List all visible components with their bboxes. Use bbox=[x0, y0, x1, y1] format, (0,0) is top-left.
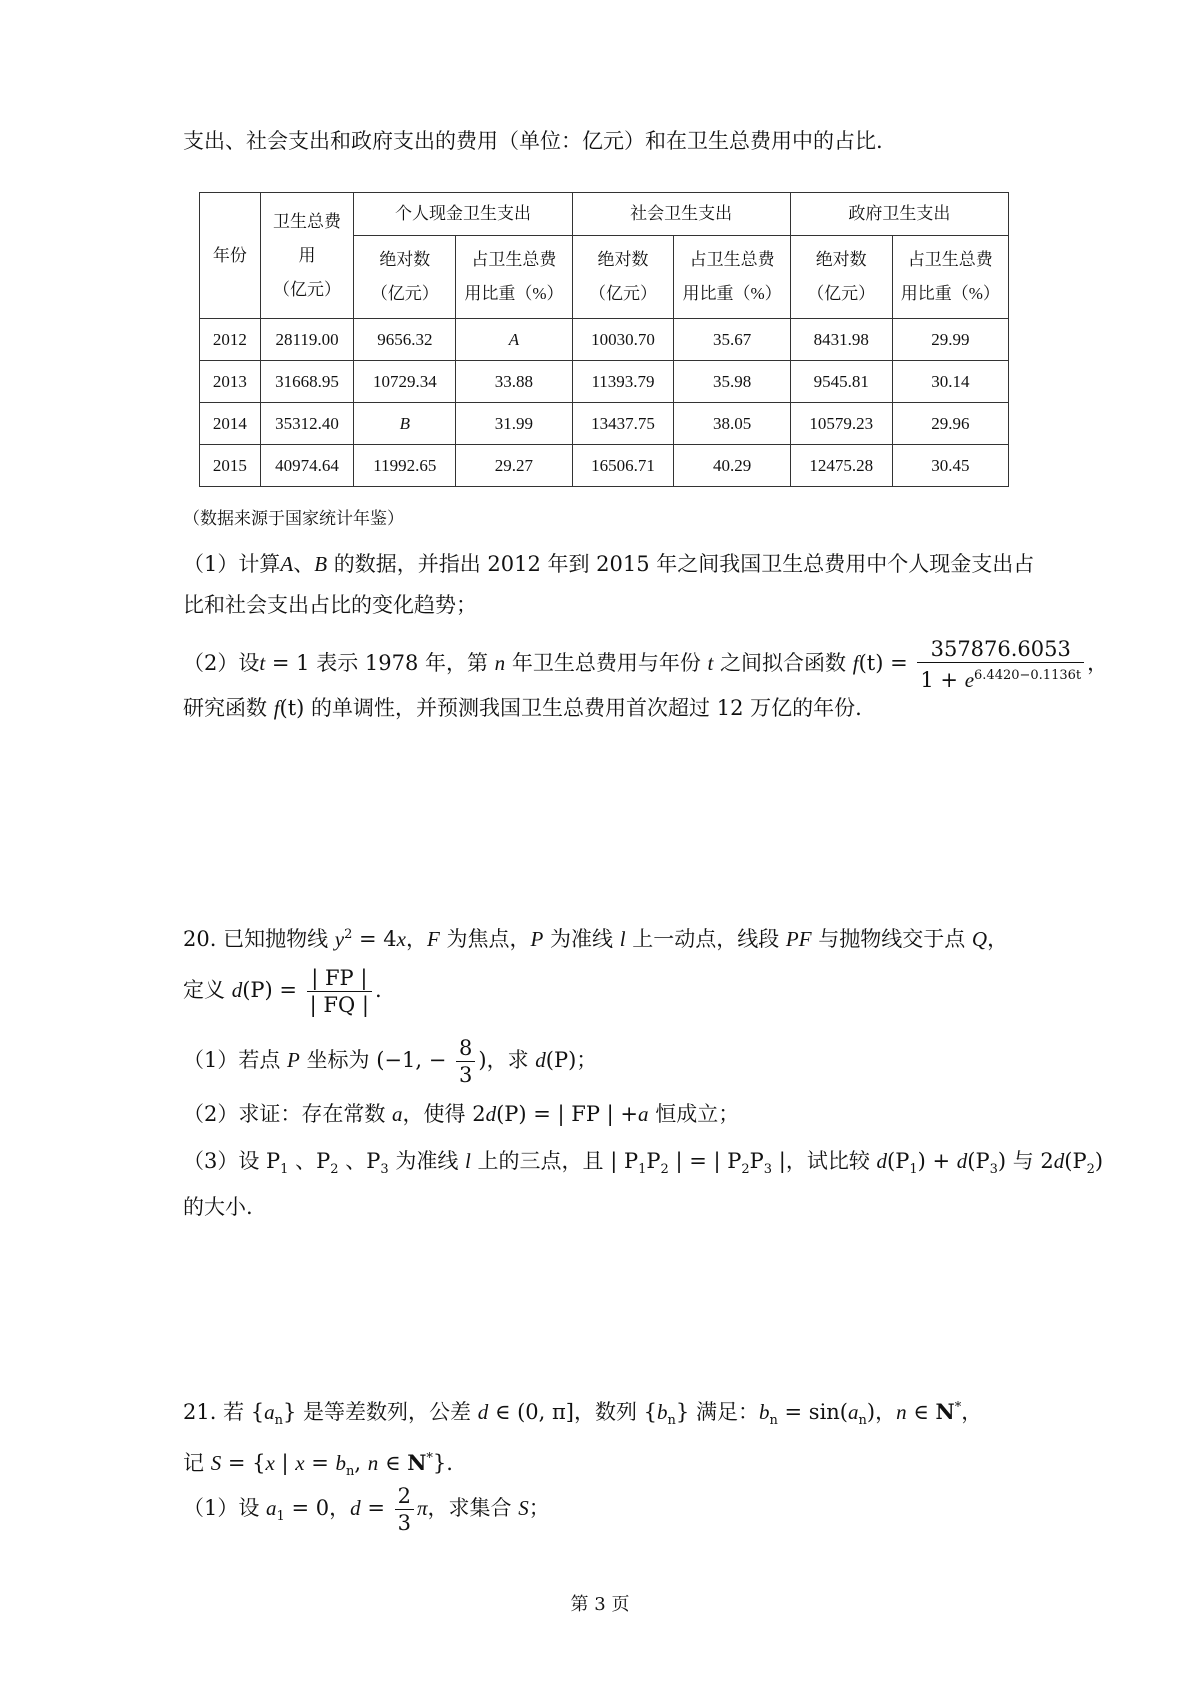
q20-part3-line2: 的大小. bbox=[183, 1195, 253, 1219]
text: 的单调性，并预测我国卫生总费用首次超过 12 万亿的年份. bbox=[304, 696, 862, 720]
func-d: d bbox=[876, 1149, 887, 1173]
text: 、P bbox=[288, 1149, 331, 1173]
var-b: b bbox=[335, 1451, 347, 1475]
share-unit: 用比重（%） bbox=[464, 284, 564, 303]
cell-personal-abs bbox=[354, 403, 456, 445]
header-gov-abs bbox=[790, 236, 892, 319]
share-label: 占卫生总费 bbox=[471, 250, 557, 269]
cell-total: 40974.64 bbox=[260, 445, 354, 487]
var-a: a bbox=[392, 1102, 403, 1126]
q19-part2-line2 bbox=[183, 693, 862, 723]
cell-personal-abs: 10729.34 bbox=[354, 361, 456, 403]
abs-label: 绝对数 bbox=[815, 250, 867, 269]
cell-social-share: 35.98 bbox=[674, 361, 790, 403]
superscript: * bbox=[426, 1451, 433, 1466]
text: }. bbox=[432, 1451, 453, 1475]
q19-part2-line1 bbox=[183, 635, 1108, 691]
text: ) + bbox=[917, 1149, 957, 1173]
page-number: 第 3 页 bbox=[570, 1594, 630, 1615]
header-social-share bbox=[674, 236, 790, 319]
header-total bbox=[260, 193, 354, 319]
cell-social-abs: 11393.79 bbox=[572, 361, 674, 403]
cell-personal-share: 31.99 bbox=[456, 403, 572, 445]
var-x: x bbox=[265, 1451, 275, 1475]
text: ) 与 2 bbox=[997, 1149, 1054, 1173]
text: ， bbox=[987, 927, 1009, 951]
var-A: A bbox=[280, 552, 294, 576]
text: = sin( bbox=[777, 1400, 849, 1424]
cell-total: 28119.00 bbox=[260, 319, 354, 361]
var-b: b bbox=[657, 1400, 668, 1424]
text: 年卫生总费用与年份 bbox=[505, 651, 708, 675]
text: 1 + bbox=[920, 668, 965, 692]
share-unit: 用比重（%） bbox=[682, 284, 782, 303]
var-a: a bbox=[848, 1400, 859, 1424]
header-total-line3: （亿元） bbox=[273, 279, 342, 299]
cell-gov-abs: 8431.98 bbox=[790, 319, 892, 361]
share-label: 占卫生总费 bbox=[689, 250, 775, 269]
var-n: n bbox=[494, 651, 506, 675]
header-gov-share bbox=[892, 236, 1008, 319]
subscript: 2 bbox=[741, 1162, 750, 1178]
subscript: n bbox=[858, 1413, 867, 1429]
cell-gov-abs: 9545.81 bbox=[790, 361, 892, 403]
cell-year: 2012 bbox=[200, 319, 261, 361]
text: , bbox=[354, 1451, 368, 1475]
text: ∈ (0, π]，数列 { bbox=[488, 1400, 658, 1424]
exponent: 6.4420−0.1136t bbox=[974, 668, 1082, 683]
cell-gov-abs: 12475.28 bbox=[790, 445, 892, 487]
func-d: d bbox=[485, 1102, 497, 1126]
var-e: e bbox=[964, 668, 975, 692]
text: 为准线 bbox=[543, 927, 620, 951]
cell-gov-share: 29.99 bbox=[892, 319, 1008, 361]
q19-part1-line2: 比和社会支出占比的变化趋势； bbox=[183, 593, 477, 617]
text: ， bbox=[406, 927, 427, 951]
fraction-numerator: 2 bbox=[395, 1483, 414, 1510]
text: } 是等差数列，公差 bbox=[282, 1400, 478, 1424]
text: 坐标为 (−1, − bbox=[299, 1048, 447, 1072]
fraction-denominator bbox=[917, 663, 1084, 693]
text: (P bbox=[1064, 1149, 1087, 1173]
subscript: 1 bbox=[909, 1162, 918, 1178]
subscript: 1 bbox=[276, 1509, 285, 1525]
text: 、P bbox=[338, 1149, 381, 1173]
share-unit: 用比重（%） bbox=[900, 284, 1000, 303]
cell-social-abs: 16506.71 bbox=[572, 445, 674, 487]
cell-total: 31668.95 bbox=[260, 361, 354, 403]
q21-stem bbox=[183, 1393, 982, 1436]
abs-unit: （亿元） bbox=[589, 284, 657, 303]
coordinate-fraction bbox=[456, 1035, 475, 1088]
subscript: 1 bbox=[280, 1162, 289, 1178]
text: ； bbox=[528, 1496, 550, 1520]
var-Q: Q bbox=[971, 927, 988, 951]
subscript: n bbox=[769, 1413, 778, 1429]
var-t: t bbox=[259, 651, 266, 675]
text: （1）若点 bbox=[183, 1048, 288, 1072]
var-B: B bbox=[314, 552, 328, 576]
text: = 0， bbox=[284, 1496, 351, 1520]
cell-year: 2013 bbox=[200, 361, 261, 403]
cell-year: 2014 bbox=[200, 403, 261, 445]
text: 记 bbox=[183, 1451, 211, 1475]
table-row bbox=[200, 319, 1009, 361]
exponent: 2 bbox=[344, 927, 353, 942]
abs-unit: （亿元） bbox=[807, 284, 876, 303]
subscript: 2 bbox=[660, 1162, 669, 1178]
share-label: 占卫生总费 bbox=[907, 250, 993, 269]
text: (P bbox=[967, 1149, 990, 1173]
text: 的数据，并指出 2012 年到 2015 年之间我国卫生总费用中个人现金支出占 bbox=[327, 552, 1035, 576]
text: = { bbox=[221, 1451, 266, 1475]
text: （3）设 P bbox=[183, 1149, 281, 1173]
text: 上的三点，且 | P bbox=[470, 1149, 639, 1173]
cell-social-abs: 13437.75 bbox=[572, 403, 674, 445]
text: 之间拟合函数 bbox=[713, 651, 853, 675]
text: 为准线 bbox=[388, 1149, 465, 1173]
text: P bbox=[749, 1149, 764, 1173]
var-l: l bbox=[465, 1149, 471, 1173]
var-d: d bbox=[477, 1400, 489, 1424]
func-f: f bbox=[273, 696, 280, 720]
naturals-symbol: N bbox=[407, 1450, 427, 1475]
table-row bbox=[200, 445, 1009, 487]
var-n: n bbox=[367, 1451, 379, 1475]
q20-part1 bbox=[183, 1032, 597, 1088]
q20-part3-line1 bbox=[183, 1146, 1103, 1185]
text: 为焦点， bbox=[439, 927, 531, 951]
var-n: n bbox=[896, 1400, 907, 1424]
text: ) bbox=[1094, 1149, 1104, 1173]
var-S: S bbox=[518, 1496, 529, 1520]
cell-social-share: 40.29 bbox=[674, 445, 790, 487]
table-header-row-1 bbox=[200, 193, 1009, 236]
text: P bbox=[646, 1149, 661, 1173]
header-year: 年份 bbox=[200, 193, 261, 319]
text: . bbox=[374, 978, 382, 1002]
cell-personal-abs: 11992.65 bbox=[354, 445, 456, 487]
q21-part1 bbox=[183, 1478, 550, 1538]
text: ， bbox=[1087, 651, 1109, 675]
text: = bbox=[360, 1496, 385, 1520]
q20-part2 bbox=[183, 1099, 739, 1129]
text: (P)； bbox=[545, 1048, 598, 1072]
var-b: b bbox=[758, 1400, 770, 1424]
cell-personal-abs: 9656.32 bbox=[354, 319, 456, 361]
superscript: * bbox=[954, 1400, 962, 1415]
text: 、 bbox=[293, 552, 315, 576]
fraction-numerator: 357876.6053 bbox=[917, 636, 1084, 663]
header-personal-share bbox=[456, 236, 572, 319]
cell-gov-abs: 10579.23 bbox=[790, 403, 892, 445]
text: （1）计算 bbox=[183, 552, 281, 576]
text: | = | P bbox=[668, 1149, 742, 1173]
cell-social-share: 35.67 bbox=[674, 319, 790, 361]
naturals-symbol: N bbox=[935, 1399, 955, 1424]
fit-function-fraction bbox=[917, 636, 1084, 693]
header-government: 政府卫生支出 bbox=[790, 193, 1008, 236]
text: 研究函数 bbox=[183, 696, 274, 720]
var-PF: PF bbox=[785, 927, 812, 951]
var-d: d bbox=[350, 1496, 361, 1520]
cell-personal-share: 33.88 bbox=[456, 361, 572, 403]
func-f: f bbox=[852, 651, 859, 675]
func-d: d bbox=[535, 1048, 546, 1072]
header-total-line1: 卫生总费 bbox=[273, 211, 342, 231]
text: 恒成立； bbox=[648, 1102, 740, 1126]
cell-social-share: 38.05 bbox=[674, 403, 790, 445]
header-personal: 个人现金卫生支出 bbox=[354, 193, 572, 236]
text: 20. 已知抛物线 bbox=[183, 927, 335, 951]
abs-label: 绝对数 bbox=[597, 250, 649, 269]
fraction-numerator: | FP | bbox=[307, 965, 372, 992]
cell-personal-share bbox=[456, 319, 572, 361]
var-y: y bbox=[334, 927, 345, 951]
var-x: x bbox=[295, 1451, 305, 1475]
text: （1）设 bbox=[183, 1496, 267, 1520]
health-expenditure-table bbox=[199, 192, 1009, 487]
q19-part1-line1 bbox=[183, 549, 1034, 579]
table-row bbox=[200, 361, 1009, 403]
text: 与抛物线交于点 bbox=[811, 927, 972, 951]
var-S: S bbox=[210, 1451, 222, 1475]
var-P: P bbox=[287, 1048, 300, 1072]
q20-definition bbox=[183, 960, 382, 1020]
fraction-denominator: | FQ | bbox=[309, 993, 369, 1017]
text: ∈ bbox=[378, 1451, 408, 1475]
text: (P) = bbox=[242, 978, 297, 1002]
subscript: n bbox=[667, 1413, 676, 1429]
var-a: a bbox=[264, 1400, 275, 1424]
header-personal-abs bbox=[354, 236, 456, 319]
text: |，试比较 bbox=[772, 1149, 877, 1173]
text: | bbox=[274, 1451, 296, 1475]
var-l: l bbox=[619, 927, 626, 951]
text: 上一动点，线段 bbox=[625, 927, 786, 951]
definition-fraction bbox=[307, 965, 372, 1018]
var-t: t bbox=[707, 651, 714, 675]
source-note: （数据来源于国家统计年鉴） bbox=[183, 509, 404, 529]
text: ，求集合 bbox=[427, 1496, 519, 1520]
abs-unit: （亿元） bbox=[370, 284, 439, 303]
common-difference-fraction bbox=[395, 1483, 414, 1536]
subscript: n bbox=[346, 1464, 355, 1480]
header-total-line2: 用 bbox=[298, 245, 316, 265]
var-a: a bbox=[638, 1102, 649, 1126]
text: (P) = | FP | + bbox=[496, 1102, 639, 1126]
header-social: 社会卫生支出 bbox=[572, 193, 790, 236]
abs-label: 绝对数 bbox=[379, 250, 431, 269]
func-d: d bbox=[956, 1149, 968, 1173]
func-d: d bbox=[231, 978, 243, 1002]
cell-year: 2015 bbox=[200, 445, 261, 487]
var-a: a bbox=[266, 1496, 277, 1520]
text: 定义 bbox=[183, 978, 232, 1002]
text: （2）设 bbox=[183, 651, 260, 675]
var-x: x bbox=[396, 927, 406, 951]
text: = 4 bbox=[352, 927, 397, 951]
header-social-abs bbox=[572, 236, 674, 319]
placeholder-A: A bbox=[508, 329, 520, 349]
func-d: d bbox=[1053, 1149, 1065, 1173]
cell-total: 35312.40 bbox=[260, 403, 354, 445]
fraction-denominator: 3 bbox=[459, 1063, 473, 1087]
text: ， bbox=[961, 1400, 983, 1424]
cell-gov-share: 29.96 bbox=[892, 403, 1008, 445]
q20-stem bbox=[183, 920, 1008, 954]
subscript: 3 bbox=[380, 1162, 389, 1178]
text: } 满足： bbox=[675, 1400, 759, 1424]
cell-gov-share: 30.45 bbox=[892, 445, 1008, 487]
fraction-denominator: 3 bbox=[397, 1511, 411, 1535]
cell-personal-share: 29.27 bbox=[456, 445, 572, 487]
subscript: 3 bbox=[763, 1162, 773, 1178]
subscript: 1 bbox=[638, 1162, 647, 1178]
text: ∈ bbox=[906, 1400, 936, 1424]
var-F: F bbox=[427, 927, 440, 951]
cell-gov-share: 30.14 bbox=[892, 361, 1008, 403]
text: = bbox=[304, 1451, 336, 1475]
text: 21. 若 { bbox=[183, 1400, 265, 1424]
fraction-numerator: 8 bbox=[456, 1035, 475, 1062]
text: （2）求证：存在常数 bbox=[183, 1102, 393, 1126]
text: )， bbox=[866, 1400, 897, 1424]
subscript: n bbox=[274, 1413, 283, 1429]
text: = 1 表示 1978 年，第 bbox=[265, 651, 495, 675]
subscript: 3 bbox=[989, 1162, 998, 1178]
text: )，求 bbox=[478, 1048, 536, 1072]
pi-symbol: π bbox=[416, 1496, 428, 1520]
var-P: P bbox=[530, 927, 544, 951]
text: ，使得 2 bbox=[402, 1102, 486, 1126]
subscript: 2 bbox=[1086, 1162, 1095, 1178]
cell-social-abs: 10030.70 bbox=[572, 319, 674, 361]
text: (t) bbox=[279, 696, 305, 720]
intro-text: 支出、社会支出和政府支出的费用（单位：亿元）和在卫生总费用中的占比. bbox=[183, 129, 883, 153]
text: (P bbox=[887, 1149, 910, 1173]
table-row bbox=[200, 403, 1009, 445]
placeholder-B: B bbox=[399, 413, 411, 433]
text: (t) = bbox=[858, 651, 908, 675]
subscript: 2 bbox=[330, 1162, 339, 1178]
